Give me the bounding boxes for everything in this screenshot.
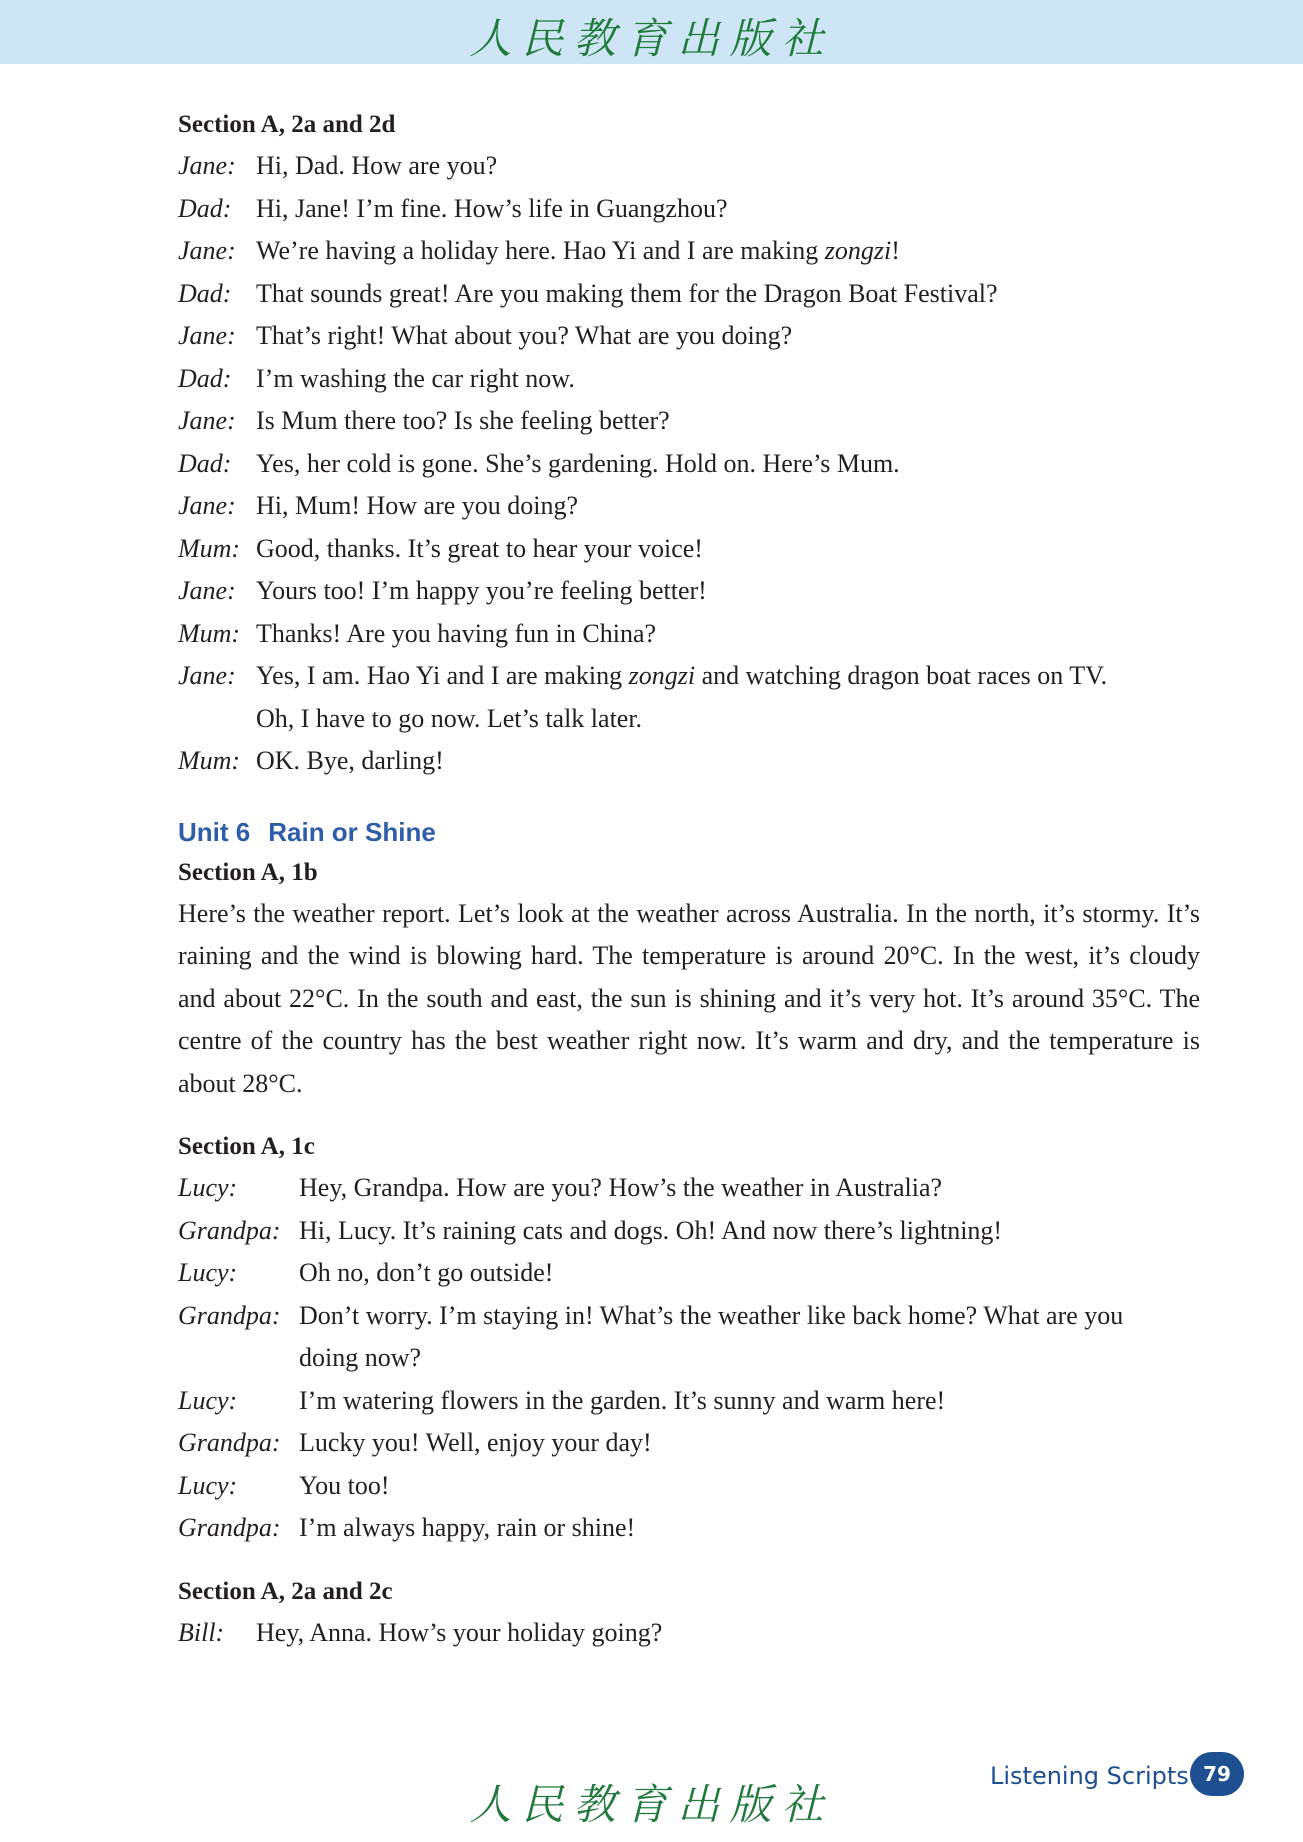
page-number-badge: 79 [1190, 1752, 1244, 1796]
speaker-label: Mum: [178, 746, 241, 775]
speaker-label: Jane: [178, 151, 236, 180]
dialogue-line [178, 230, 1200, 273]
dialogue-text: Hi, Dad. How are you? [256, 151, 498, 180]
dialogue-line [178, 443, 1200, 486]
dialogue-line [178, 1465, 1200, 1508]
speaker-label: Mum: [178, 618, 241, 648]
section-heading-2a-2d: Section A, 2a and 2d [178, 111, 396, 138]
speaker-label: Jane: [178, 236, 236, 265]
dialogue-text: I’m watering flowers in the garden. It’s sunny and warm here! [299, 1385, 946, 1415]
unit-number: Unit 6 [178, 816, 251, 847]
dialogue-line [178, 1612, 1200, 1655]
dialogue-text: Hi, Lucy. It’s raining cats and dogs. Oh! And now there’s lightning! [299, 1215, 1003, 1245]
section-heading-1b: Section A, 1b [178, 858, 318, 886]
dialogue-text: I’m washing the car right now. [256, 363, 575, 393]
unit-title [178, 811, 1200, 853]
dialogue-continuation: Oh, I have to go now. Let’s talk later. [256, 703, 643, 733]
dialogue-text: Hey, Grandpa. How are you? How’s the weather in Australia? [299, 1173, 943, 1202]
speaker-label: Lucy: [178, 1258, 238, 1287]
speaker-label: Grandpa: [178, 1300, 281, 1330]
speaker-label: Lucy: [178, 1173, 238, 1202]
speaker-label: Lucy: [178, 1385, 238, 1415]
dialogue-text: Hi, Jane! I’m fine. How’s life in Guangzhou? [256, 193, 728, 223]
dialogue-line [178, 1210, 1200, 1253]
dialogue-line [178, 1252, 1200, 1295]
page-content [178, 105, 1200, 1654]
dialogue-line [178, 485, 1200, 528]
speaker-label: Jane: [178, 491, 236, 520]
dialogue-line [178, 145, 1200, 188]
dialogue-line [178, 1167, 1200, 1210]
speaker-label: Jane: [178, 321, 236, 350]
dialogue-text: Lucky you! Well, enjoy your day! [299, 1428, 652, 1457]
dialogue-line [178, 570, 1200, 613]
dialogue-text: Thanks! Are you having fun in China? [256, 618, 657, 648]
speaker-label: Dad: [178, 363, 232, 393]
dialogue-text: Yes, her cold is gone. She’s gardening. Hold on. Here’s Mum. [256, 448, 900, 478]
dialogue-line [178, 1422, 1200, 1465]
speaker-label: Jane: [178, 661, 236, 690]
dialogue-line [178, 400, 1200, 443]
section-heading-2a-2c: Section A, 2a and 2c [178, 1577, 393, 1605]
dialogue-line [178, 613, 1200, 656]
dialogue-text: Yours too! I’m happy you’re feeling better! [256, 576, 707, 605]
dialogue-line [178, 1507, 1200, 1550]
dialogue-line [178, 315, 1200, 358]
dialogue-text: I’m always happy, rain or shine! [299, 1513, 636, 1542]
dialogue-line [178, 740, 1200, 783]
speaker-label: Jane: [178, 576, 236, 605]
dialogue-text: Oh no, don’t go outside! [299, 1258, 554, 1287]
speaker-label: Dad: [178, 448, 232, 478]
speaker-label: Dad: [178, 193, 232, 223]
dialogue-text: We’re having a holiday here. Hao Yi and I are making zongzi! [256, 236, 900, 265]
dialogue-text: Good, thanks. It’s great to hear your voice! [256, 533, 703, 563]
dialogue-line [178, 1295, 1200, 1338]
dialogue-text: OK. Bye, darling! [256, 746, 444, 775]
footer-section-label: Listening Scripts [990, 1762, 1189, 1790]
speaker-label: Jane: [178, 406, 236, 435]
publisher-seal-bottom: 人民教育出版社 [469, 1780, 834, 1829]
speaker-label: Grandpa: [178, 1215, 281, 1245]
dialogue-line [178, 188, 1200, 231]
dialogue-text: That sounds great! Are you making them for the Dragon Boat Festival? [256, 278, 998, 308]
speaker-label: Bill: [178, 1617, 225, 1647]
speaker-label: Dad: [178, 278, 232, 308]
section-heading-1c: Section A, 1c [178, 1133, 315, 1160]
unit-name: Rain or Shine [268, 816, 436, 847]
dialogue-text: Hey, Anna. How’s your holiday going? [256, 1617, 663, 1647]
dialogue-text: You too! [299, 1470, 390, 1500]
dialogue-line [178, 1380, 1200, 1423]
speaker-label: Grandpa: [178, 1513, 281, 1542]
dialogue-line [178, 358, 1200, 401]
dialogue-text: Don’t worry. I’m staying in! What’s the weather like back home? What are you [299, 1300, 1124, 1330]
speaker-label: Mum: [178, 533, 241, 563]
dialogue-line [178, 528, 1200, 571]
dialogue-text: Is Mum there too? Is she feeling better? [256, 406, 670, 435]
dialogue-line [178, 273, 1200, 316]
weather-report-paragraph: Here’s the weather report. Let’s look at the weather across Australia. In the north, it’s stormy. It’s raining and the wind is blowing hard. The temperature is around 20°C. In the west, it’s cloudy and about 22°C. In the south and east, the sun is shining and it’s very hot. It’s around 35°C. The centre of the country has the best weather right now. It’s warm and dry, and the temperature is about 28°C. [178, 898, 1200, 1098]
speaker-label: Lucy: [178, 1470, 238, 1500]
dialogue-line [178, 655, 1200, 698]
dialogue-text: That’s right! What about you? What are you doing? [256, 321, 793, 350]
dialogue-continuation: doing now? [299, 1343, 422, 1372]
publisher-seal-top: 人民教育出版社 [469, 14, 834, 63]
speaker-label: Grandpa: [178, 1428, 281, 1457]
dialogue-text: Yes, I am. Hao Yi and I are making zongzi and watching dragon boat races on TV. [256, 661, 1108, 690]
dialogue-text: Hi, Mum! How are you doing? [256, 491, 579, 520]
